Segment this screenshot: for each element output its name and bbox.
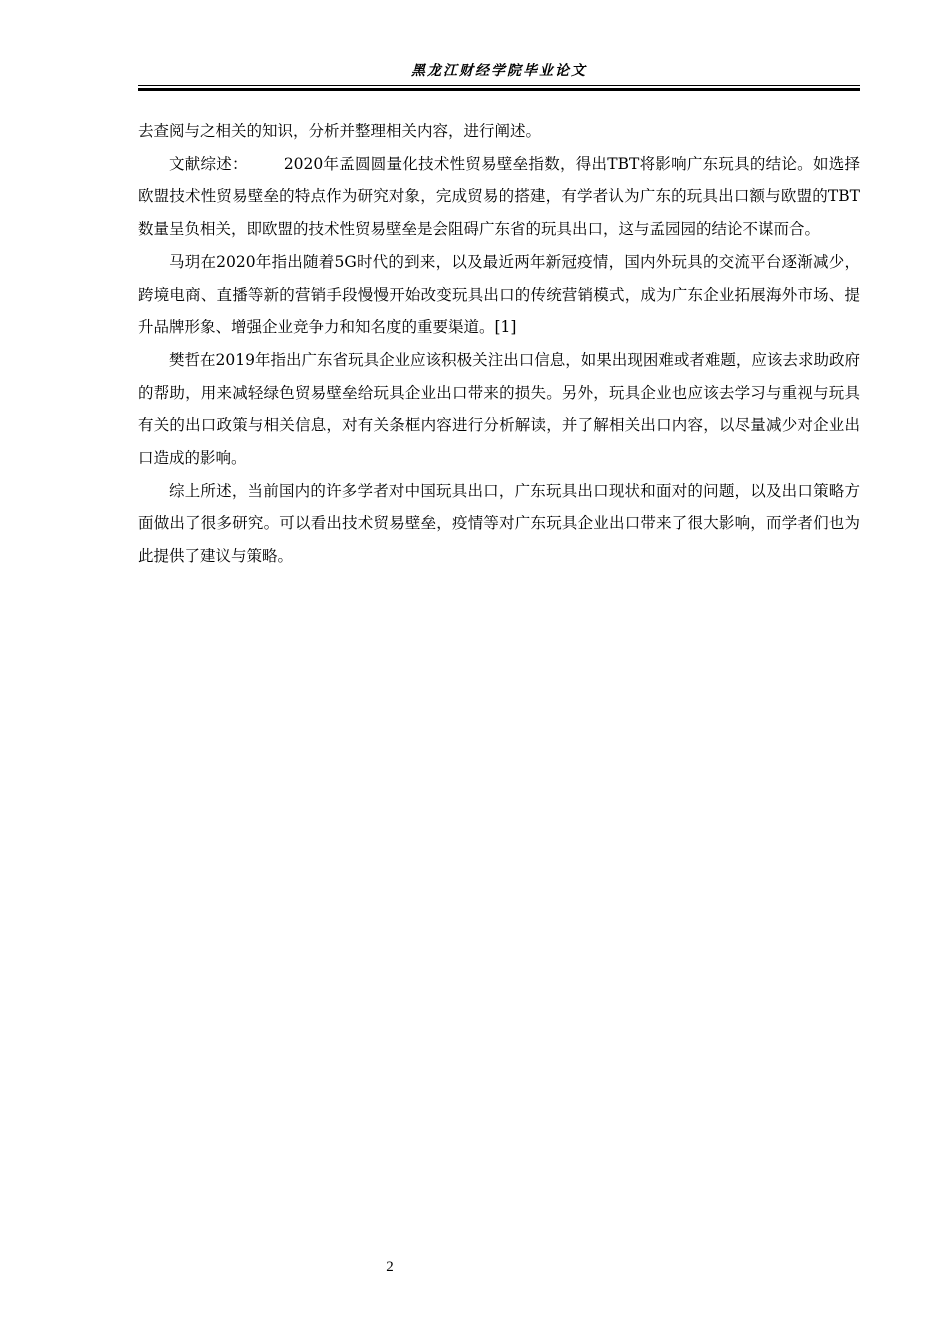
- paragraph-continuation: 去查阅与之相关的知识，分析并整理相关内容，进行阐述。: [138, 122, 542, 140]
- paragraph-literature-review: [138, 148, 860, 246]
- paragraph-ma-yue: 马玥在2020年指出随着5G时代的到来，以及最近两年新冠疫情，国内外玩具的交流平台逐渐减少，跨境电商、直播等新的营销手段慢慢开始改变玩具出口的传统营销模式，成为广东企业拓展海外市场、提升品牌形象、增强企业竞争力和知名度的重要渠道。[1]: [138, 252, 860, 337]
- literature-review-label: 文献综述：: [169, 154, 248, 173]
- paragraph-summary: 综上所述，当前国内的许多学者对中国玩具出口，广东玩具出口现状和面对的问题，以及出口策略方面做出了很多研究。可以看出技术贸易壁垒，疫情等对广东玩具企业出口带来了很大影响，而学者们也为此提供了建议与策略。: [138, 481, 860, 566]
- running-header-title: 黑龙江财经学院毕业论文: [411, 63, 587, 79]
- header-rule-thin: [138, 85, 860, 86]
- body-text: [138, 115, 860, 573]
- header-rule-thick: [138, 88, 860, 91]
- page-number: 2: [386, 1259, 394, 1275]
- literature-review-text: 2020年孟圆圆量化技术性贸易壁垒指数，得出TBT将影响广东玩具的结论。如选择欧盟技术性贸易壁垒的特点作为研究对象，完成贸易的搭建，有学者认为广东的玩具出口额与欧盟的TBT数量呈负相关，即欧盟的技术性贸易壁垒是会阻碍广东省的玩具出口，这与孟园园的结论不谋而合。: [138, 154, 860, 239]
- paragraph-fan-zhe: 樊哲在2019年指出广东省玩具企业应该积极关注出口信息，如果出现困难或者难题，应该去求助政府的帮助，用来减轻绿色贸易壁垒给玩具企业出口带来的损失。另外，玩具企业也应该去学习与重视与玩具有关的出口政策与相关信息，对有关条框内容进行分析解读，并了解相关出口内容，以尽量减少对企业出口造成的影响。: [138, 350, 860, 468]
